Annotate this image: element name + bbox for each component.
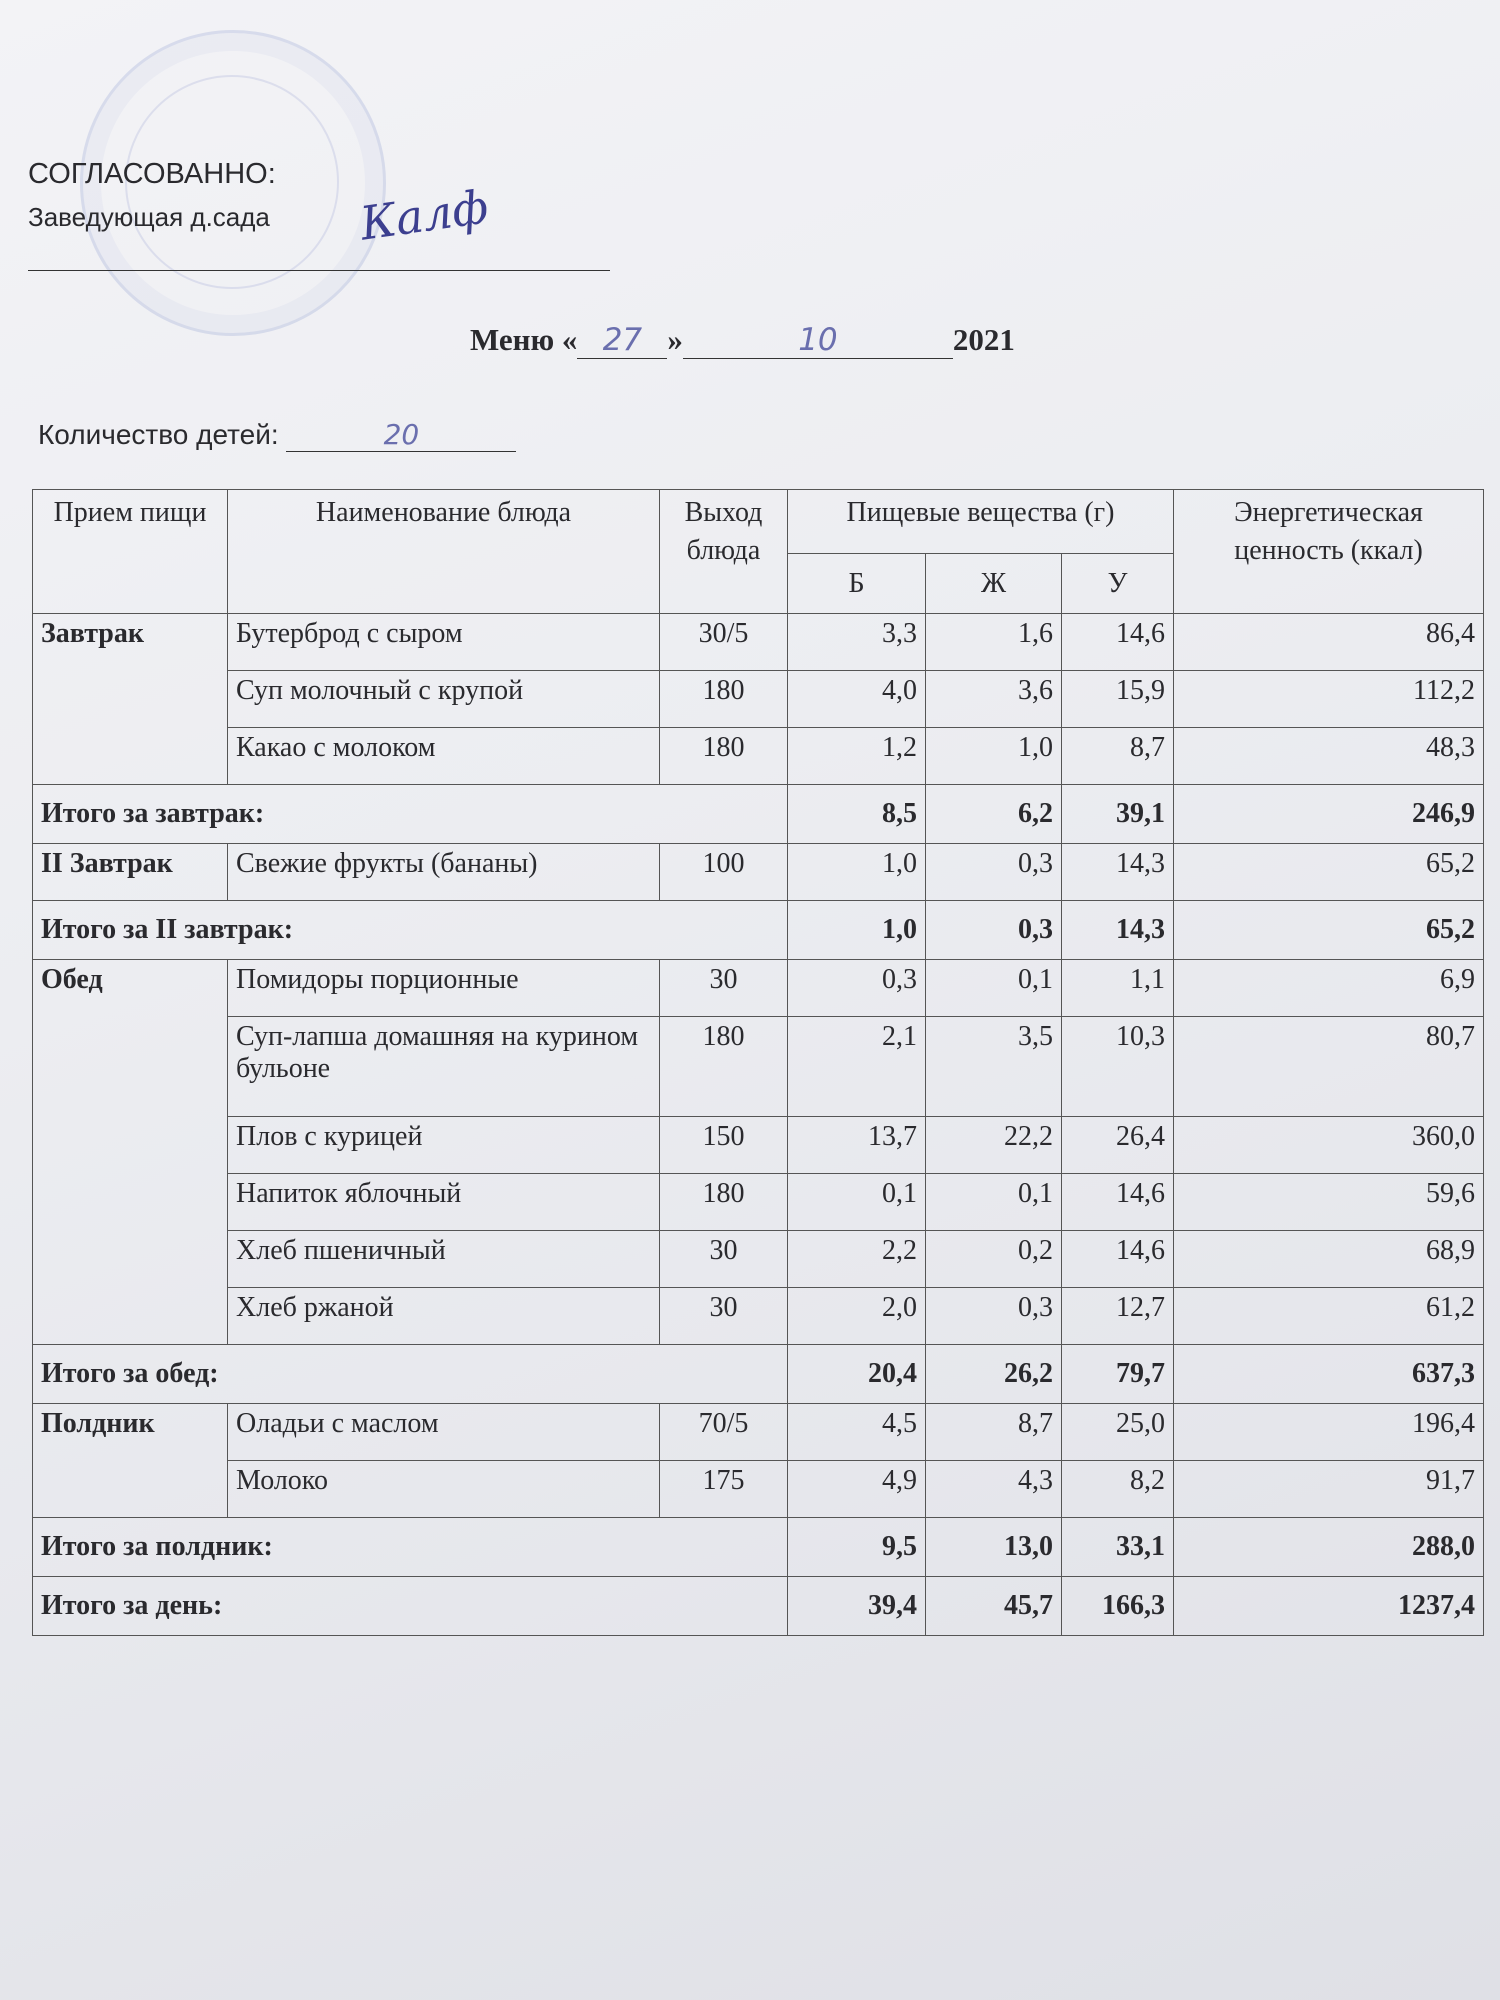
carbs-value: 10,3 (1062, 1017, 1174, 1117)
header-dish: Наименование блюда (228, 490, 660, 614)
total-fat: 13,0 (926, 1518, 1062, 1577)
total-carbs: 79,7 (1062, 1345, 1174, 1404)
table-row (33, 1017, 1484, 1117)
fat-value: 3,5 (926, 1017, 1062, 1117)
total-carbs: 33,1 (1062, 1518, 1174, 1577)
total-row (33, 785, 1484, 844)
dish-yield: 30 (660, 1231, 788, 1288)
total-energy: 1237,4 (1174, 1577, 1484, 1636)
header-protein: Б (788, 554, 926, 614)
total-carbs: 14,3 (1062, 901, 1174, 960)
dish-yield: 180 (660, 1174, 788, 1231)
energy-value: 91,7 (1174, 1461, 1484, 1518)
table-row (33, 1404, 1484, 1461)
total-fat: 26,2 (926, 1345, 1062, 1404)
dish-name: Оладьи с маслом (228, 1404, 660, 1461)
dish-yield: 30 (660, 960, 788, 1017)
approval-title: СОГЛАСОВАННО: (28, 158, 276, 190)
protein-value: 4,5 (788, 1404, 926, 1461)
total-label: Итого за II завтрак: (33, 901, 788, 960)
total-energy: 288,0 (1174, 1518, 1484, 1577)
total-fat: 6,2 (926, 785, 1062, 844)
fat-value: 4,3 (926, 1461, 1062, 1518)
energy-value: 6,9 (1174, 960, 1484, 1017)
dish-yield: 180 (660, 728, 788, 785)
table-row (33, 671, 1484, 728)
energy-value: 80,7 (1174, 1017, 1484, 1117)
menu-year: 2021 (952, 322, 1015, 357)
dish-name: Суп-лапша домашняя на курином бульоне (228, 1017, 660, 1117)
protein-value: 0,1 (788, 1174, 926, 1231)
table-row (33, 728, 1484, 785)
dish-yield: 70/5 (660, 1404, 788, 1461)
table-row (33, 1288, 1484, 1345)
meal-name: Обед (33, 960, 228, 1345)
signature: Калф (356, 179, 492, 251)
total-protein: 20,4 (788, 1345, 926, 1404)
children-count (38, 418, 516, 452)
protein-value: 4,0 (788, 671, 926, 728)
carbs-value: 26,4 (1062, 1117, 1174, 1174)
table-row (33, 960, 1484, 1017)
total-label: Итого за обед: (33, 1345, 788, 1404)
dish-name: Плов с курицей (228, 1117, 660, 1174)
protein-value: 3,3 (788, 614, 926, 671)
carbs-value: 25,0 (1062, 1404, 1174, 1461)
total-energy: 637,3 (1174, 1345, 1484, 1404)
carbs-value: 1,1 (1062, 960, 1174, 1017)
fat-value: 3,6 (926, 671, 1062, 728)
header-meal: Прием пищи (33, 490, 228, 614)
meal-name: Полдник (33, 1404, 228, 1518)
fat-value: 0,1 (926, 960, 1062, 1017)
header-carbs: У (1062, 554, 1174, 614)
carbs-value: 8,2 (1062, 1461, 1174, 1518)
fat-value: 1,0 (926, 728, 1062, 785)
protein-value: 2,1 (788, 1017, 926, 1117)
total-row (33, 901, 1484, 960)
table-row (33, 1117, 1484, 1174)
table-row (33, 1461, 1484, 1518)
dish-name: Какао с молоком (228, 728, 660, 785)
dish-yield: 180 (660, 671, 788, 728)
menu-table (32, 489, 1484, 1636)
dish-yield: 180 (660, 1017, 788, 1117)
total-protein: 1,0 (788, 901, 926, 960)
dish-name: Хлеб пшеничный (228, 1231, 660, 1288)
total-protein: 9,5 (788, 1518, 926, 1577)
carbs-value: 15,9 (1062, 671, 1174, 728)
total-label: Итого за день: (33, 1577, 788, 1636)
total-fat: 0,3 (926, 901, 1062, 960)
meal-name: II Завтрак (33, 844, 228, 901)
dish-name: Напиток яблочный (228, 1174, 660, 1231)
protein-value: 0,3 (788, 960, 926, 1017)
dish-name: Свежие фрукты (бананы) (228, 844, 660, 901)
total-fat: 45,7 (926, 1577, 1062, 1636)
carbs-value: 8,7 (1062, 728, 1174, 785)
total-carbs: 166,3 (1062, 1577, 1174, 1636)
menu-day: 27 (577, 322, 667, 359)
dish-yield: 30/5 (660, 614, 788, 671)
dish-yield: 175 (660, 1461, 788, 1518)
fat-value: 1,6 (926, 614, 1062, 671)
dish-name: Молоко (228, 1461, 660, 1518)
menu-prefix: Меню « (470, 322, 578, 357)
carbs-value: 14,6 (1062, 614, 1174, 671)
table-row (33, 614, 1484, 671)
energy-value: 86,4 (1174, 614, 1484, 671)
protein-value: 2,0 (788, 1288, 926, 1345)
dish-name: Помидоры порционные (228, 960, 660, 1017)
fat-value: 0,1 (926, 1174, 1062, 1231)
carbs-value: 14,3 (1062, 844, 1174, 901)
total-label: Итого за полдник: (33, 1518, 788, 1577)
energy-value: 61,2 (1174, 1288, 1484, 1345)
energy-value: 48,3 (1174, 728, 1484, 785)
children-count-label: Количество детей: (38, 419, 279, 450)
protein-value: 2,2 (788, 1231, 926, 1288)
fat-value: 0,3 (926, 844, 1062, 901)
dish-yield: 100 (660, 844, 788, 901)
total-row (33, 1345, 1484, 1404)
total-energy: 246,9 (1174, 785, 1484, 844)
fat-value: 22,2 (926, 1117, 1062, 1174)
table-row (33, 1231, 1484, 1288)
signature-line (28, 270, 610, 271)
table-row (33, 1174, 1484, 1231)
energy-value: 59,6 (1174, 1174, 1484, 1231)
carbs-value: 12,7 (1062, 1288, 1174, 1345)
dish-yield: 150 (660, 1117, 788, 1174)
fat-value: 8,7 (926, 1404, 1062, 1461)
energy-value: 112,2 (1174, 671, 1484, 728)
dish-name: Суп молочный с крупой (228, 671, 660, 728)
energy-value: 65,2 (1174, 844, 1484, 901)
menu-title (470, 322, 1015, 359)
dish-name: Хлеб ржаной (228, 1288, 660, 1345)
energy-value: 360,0 (1174, 1117, 1484, 1174)
carbs-value: 14,6 (1062, 1231, 1174, 1288)
children-count-value: 20 (286, 418, 516, 452)
total-energy: 65,2 (1174, 901, 1484, 960)
header-energy: Энергетическая ценность (ккал) (1174, 490, 1484, 614)
header-fat: Ж (926, 554, 1062, 614)
protein-value: 1,0 (788, 844, 926, 901)
energy-value: 68,9 (1174, 1231, 1484, 1288)
dish-name: Бутерброд с сыром (228, 614, 660, 671)
total-protein: 8,5 (788, 785, 926, 844)
total-carbs: 39,1 (1062, 785, 1174, 844)
total-row (33, 1577, 1484, 1636)
total-protein: 39,4 (788, 1577, 926, 1636)
carbs-value: 14,6 (1062, 1174, 1174, 1231)
total-row (33, 1518, 1484, 1577)
energy-value: 196,4 (1174, 1404, 1484, 1461)
menu-month: 10 (683, 322, 953, 359)
table-row (33, 844, 1484, 901)
menu-quote: » (667, 322, 683, 357)
meal-name: Завтрак (33, 614, 228, 785)
fat-value: 0,2 (926, 1231, 1062, 1288)
header-yield: Выход блюда (660, 490, 788, 614)
total-label: Итого за завтрак: (33, 785, 788, 844)
protein-value: 4,9 (788, 1461, 926, 1518)
protein-value: 13,7 (788, 1117, 926, 1174)
dish-yield: 30 (660, 1288, 788, 1345)
fat-value: 0,3 (926, 1288, 1062, 1345)
approval-position: Заведующая д.сада (28, 202, 270, 232)
header-nutrients: Пищевые вещества (г) (788, 490, 1174, 554)
protein-value: 1,2 (788, 728, 926, 785)
